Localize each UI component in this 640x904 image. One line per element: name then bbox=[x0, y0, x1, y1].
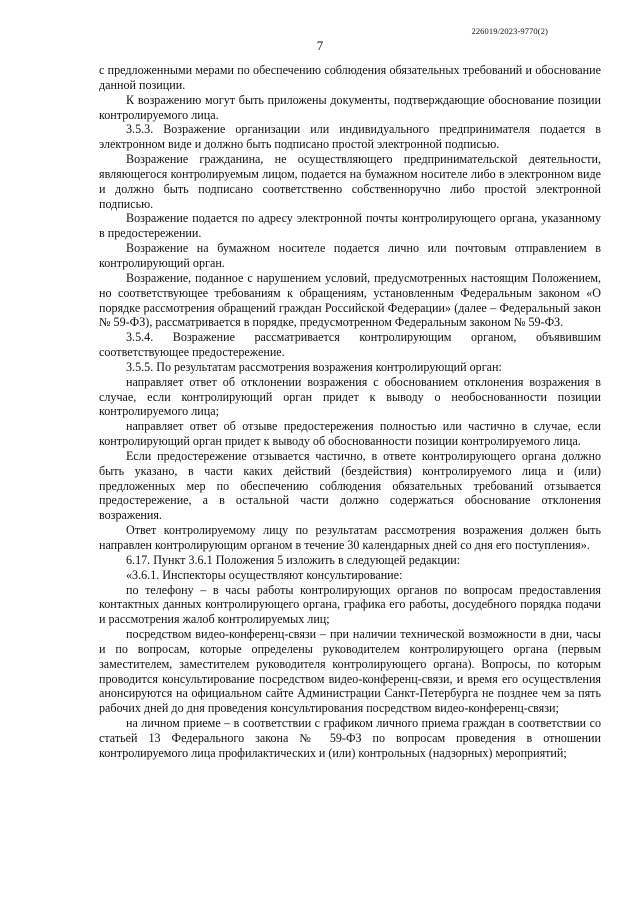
paragraph: 3.5.4. Возражение рассматривается контролирующим органом, объявившим соответствующее предостережение. bbox=[99, 330, 601, 360]
paragraph: 3.5.3. Возражение организации или индивидуального предпринимателя подается в электронном виде и должно быть подписано простой электронной подписью. bbox=[99, 122, 601, 152]
page-number: 7 bbox=[316, 38, 324, 53]
paragraph: Ответ контролируемому лицу по результатам рассмотрения возражения должен быть направлен контролирующим органом в течение 30 календарных дней со дня его поступления». bbox=[99, 523, 601, 552]
paragraph: Если предостережение отзывается частично, в ответе контролирующего органа должно быть указано, в части каких действий (бездействия) контролируемого лица и (или) предложенных мер по обеспечению соблюдения обязательных требований отзывается предостережение, а в остальной части должно содержаться обоснование отклонения возражения. bbox=[99, 448, 601, 523]
paragraph: Возражение подается по адресу электронной почты контролирующего органа, указанному в предостережении. bbox=[99, 211, 601, 241]
paragraph: Возражение, поданное с нарушением условий, предусмотренных настоящим Положением, но соответствующее требованиям к обращениям, установленным Федеральным законом «О порядке рассмотрения обращений граждан Российской Федерации» (далее – Федеральный закон № 59-ФЗ), рассматривается в порядке, предусмотренном Федеральным законом № 59-ФЗ. bbox=[99, 270, 601, 330]
paragraph: Возражение гражданина, не осуществляющего предпринимательской деятельности, являющегося контролируемым лицом, подается на бумажном носителе либо в электронном виде и должно быть подписано соответственно собственноручно либо простой электронной подписью. bbox=[99, 152, 601, 211]
paragraph: посредством видео-конференц-связи – при наличии технической возможности в дни, часы и по вопросам, которые определены руководителем контролирующего органа (первым заместителем, заместителем руководителя контролирующего органа). Вопросы, по которым проводится консультирование посредством видео-конференц-связи, и время его осуществления анонсируются на официальном сайте Администрации Санкт-Петербурга не позднее чем за пять рабочих дней до дня проведения консультирования посредством видео-конференц-связи; bbox=[99, 627, 601, 716]
paragraph: 6.17. Пункт 3.6.1 Положения 5 изложить в следующей редакции: bbox=[126, 552, 461, 567]
paragraph: на личном приеме – в соответствии с графиком личного приема граждан в соответствии со статьей 13 Федерального закона № 59-ФЗ по вопросам проведения в отношении контролируемого лица профилактических и (или) контрольных (надзорных) мероприятий; bbox=[99, 716, 601, 760]
document-id: 226019/2023-9770(2) bbox=[471, 26, 548, 36]
paragraph: направляет ответ об отклонении возражения с обоснованием отклонения возражения в случае, если контролирующий орган придет к выводу о необоснованности позиции контролируемого лица; bbox=[99, 374, 601, 419]
paragraph: К возражению могут быть приложены документы, подтверждающие обоснование позиции контролируемого лица. bbox=[99, 92, 601, 122]
paragraph: направляет ответ об отзыве предостережения полностью или частично в случае, если контролирующий орган придет к выводу об обоснованности позиции контролируемого лица. bbox=[99, 419, 601, 449]
document-body bbox=[99, 63, 601, 761]
paragraph: Возражение на бумажном носителе подается лично или почтовым отправлением в контролирующий орган. bbox=[99, 241, 601, 270]
paragraph: по телефону – в часы работы контролирующих органов по вопросам предоставления контактных данных контролирующего органа, графика его работы, досудебного порядка подачи и рассмотрения жалоб контролируемых лиц; bbox=[99, 582, 601, 627]
paragraph: «3.6.1. Инспекторы осуществляют консультирование: bbox=[126, 567, 403, 582]
paragraph: 3.5.5. По результатам рассмотрения возражения контролирующий орган: bbox=[126, 359, 502, 374]
paragraph: с предложенными мерами по обеспечению соблюдения обязательных требований и обоснование данной позиции. bbox=[99, 63, 601, 92]
